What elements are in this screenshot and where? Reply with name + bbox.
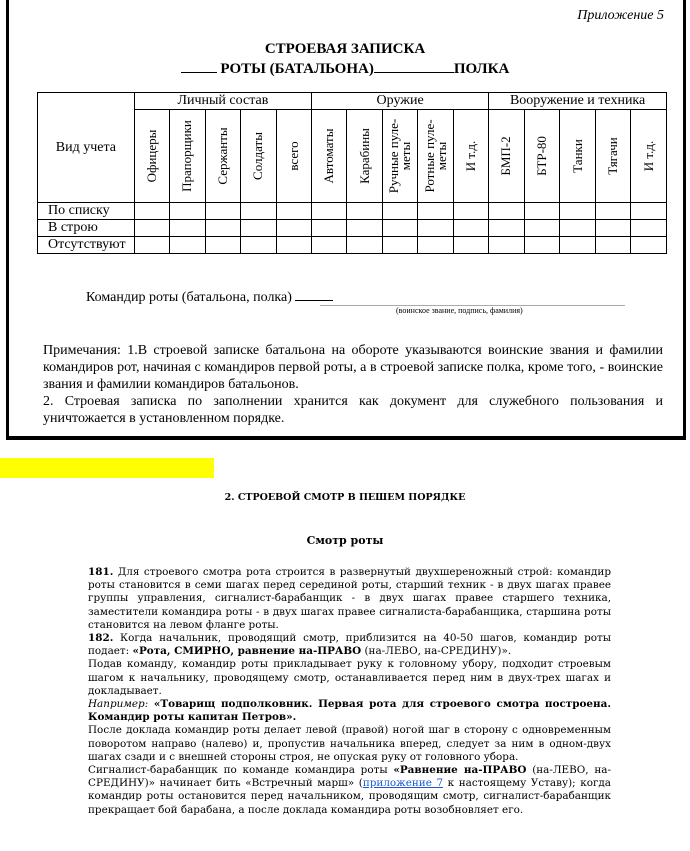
column-header: Солдаты <box>241 110 276 203</box>
column-header: Автоматы <box>312 110 347 203</box>
notes-block <box>43 342 663 427</box>
appendix-7-link[interactable]: приложение 7 <box>362 777 444 790</box>
column-header: Танки <box>560 110 596 203</box>
table-row <box>38 220 667 237</box>
column-header: Сержанты <box>205 110 240 203</box>
commander-signature-line <box>86 290 333 306</box>
column-header: Карабины <box>347 110 382 203</box>
column-header: Ротные пуле- меты <box>418 110 453 203</box>
yellow-highlight-bar <box>0 458 214 478</box>
note-2: 2. Строевая записка по заполнении хранится как документ для служебного пользования и уничтожается в установленном порядке. <box>43 394 663 426</box>
appendix-label: Приложение 5 <box>577 8 664 23</box>
row-label: По списку <box>38 203 135 220</box>
form-subtitle-mid: РОТЫ (БАТАЛЬОНА) <box>220 61 374 77</box>
group-header-personnel: Личный состав <box>134 93 311 110</box>
group-header-weapons: Оружие <box>312 93 489 110</box>
table-row <box>38 237 667 254</box>
column-header: БТР-80 <box>524 110 560 203</box>
row-label: Отсутствуют <box>38 237 135 254</box>
column-header: И т.д. <box>631 110 667 203</box>
form-subtitle <box>0 59 690 78</box>
form-subtitle-end: ПОЛКА <box>453 61 510 77</box>
strength-report-table <box>37 92 667 254</box>
note-1: Примечания: 1.В строевой записке батальона на обороте указываются воинские звания и фамилии командиров рот, начиная с командиров первой роты, а в строевой записке полка, кроме того, - воинские звания и фамилии командиров батальонов. <box>43 343 663 392</box>
row-label: В строю <box>38 220 135 237</box>
column-header: Прапорщики <box>170 110 205 203</box>
commander-label: Командир роты (батальона, полка) <box>86 290 292 305</box>
column-header: всего <box>276 110 311 203</box>
form-title: СТРОЕВАЯ ЗАПИСКА <box>264 41 426 57</box>
blank-line <box>374 59 454 73</box>
paragraph-after-report: После доклада командир роты делает левой (правой) ногой шаг в сторону с одновременным поворотом направо (налево) и, пропустив начальника вперед, следует за ним в одном-двух шагах сзади и с внешней стороны строя, не опуская руку от головного убора. <box>88 724 611 763</box>
blank-line <box>295 300 333 301</box>
signature-caption: (воинское звание, подпись, фамилия) <box>396 306 523 315</box>
subsection-title: Смотр роты <box>306 534 384 547</box>
paragraph-drummer: Сигналист-барабанщик по команде командира роты «Равнение на-ПРАВО (на-ЛЕВО, на-СРЕДИНУ)» начинает бить «Встречный марш» (приложение 7 к настоящему Уставу); когда командир роты остановится перед начальником, проводящим смотр, сигналист-барабанщик прекращает бой барабана, а после доклада командира роты возобновляет его. <box>88 764 612 816</box>
column-header: Ручные пуле- меты <box>382 110 417 203</box>
body-text <box>88 566 611 817</box>
section-title: 2. СТРОЕВОЙ СМОТР В ПЕШЕМ ПОРЯДКЕ <box>224 492 466 503</box>
column-header: Офицеры <box>134 110 169 203</box>
paragraph-example: Например: «Товарищ подполковник. Первая рота для строевого смотра построена. Командир роты капитан Петров». <box>88 698 611 724</box>
table-row <box>38 203 667 220</box>
paragraph-182: 182. Когда начальник, проводящий смотр, приблизится на 40-50 шагов, командир роты подает: «Рота, СМИРНО, равнение на-ПРАВО (на-ЛЕВО, на-СРЕДИНУ)». <box>88 632 611 658</box>
column-header: Тягачи <box>595 110 631 203</box>
paragraph-report: Подав команду, командир роты прикладывает руку к головному убору, подходит строевым шагом к начальнику, проводящему смотр, останавливается перед ним в двух-трех шагах и докладывает. <box>88 658 611 697</box>
column-header: БМП-2 <box>489 110 525 203</box>
group-header-equipment: Вооружение и техника <box>489 93 667 110</box>
paragraph-181: 181. Для строевого смотра рота строится в развернутый двухшереножный строй: командир роты становится в семи шагах перед серединой роты, старший техник - в двух шагах правее группы управления, сигналист-барабанщик - в двух шагах правее старшего техника, заместители командира роты - в двух шагах правее сигналиста-барабанщика, старшина роты становится на левом фланге роты. <box>88 566 611 631</box>
blank-line <box>181 59 217 73</box>
header-vid-ucheta: Вид учета <box>38 93 135 203</box>
column-header: И т.д. <box>453 110 488 203</box>
